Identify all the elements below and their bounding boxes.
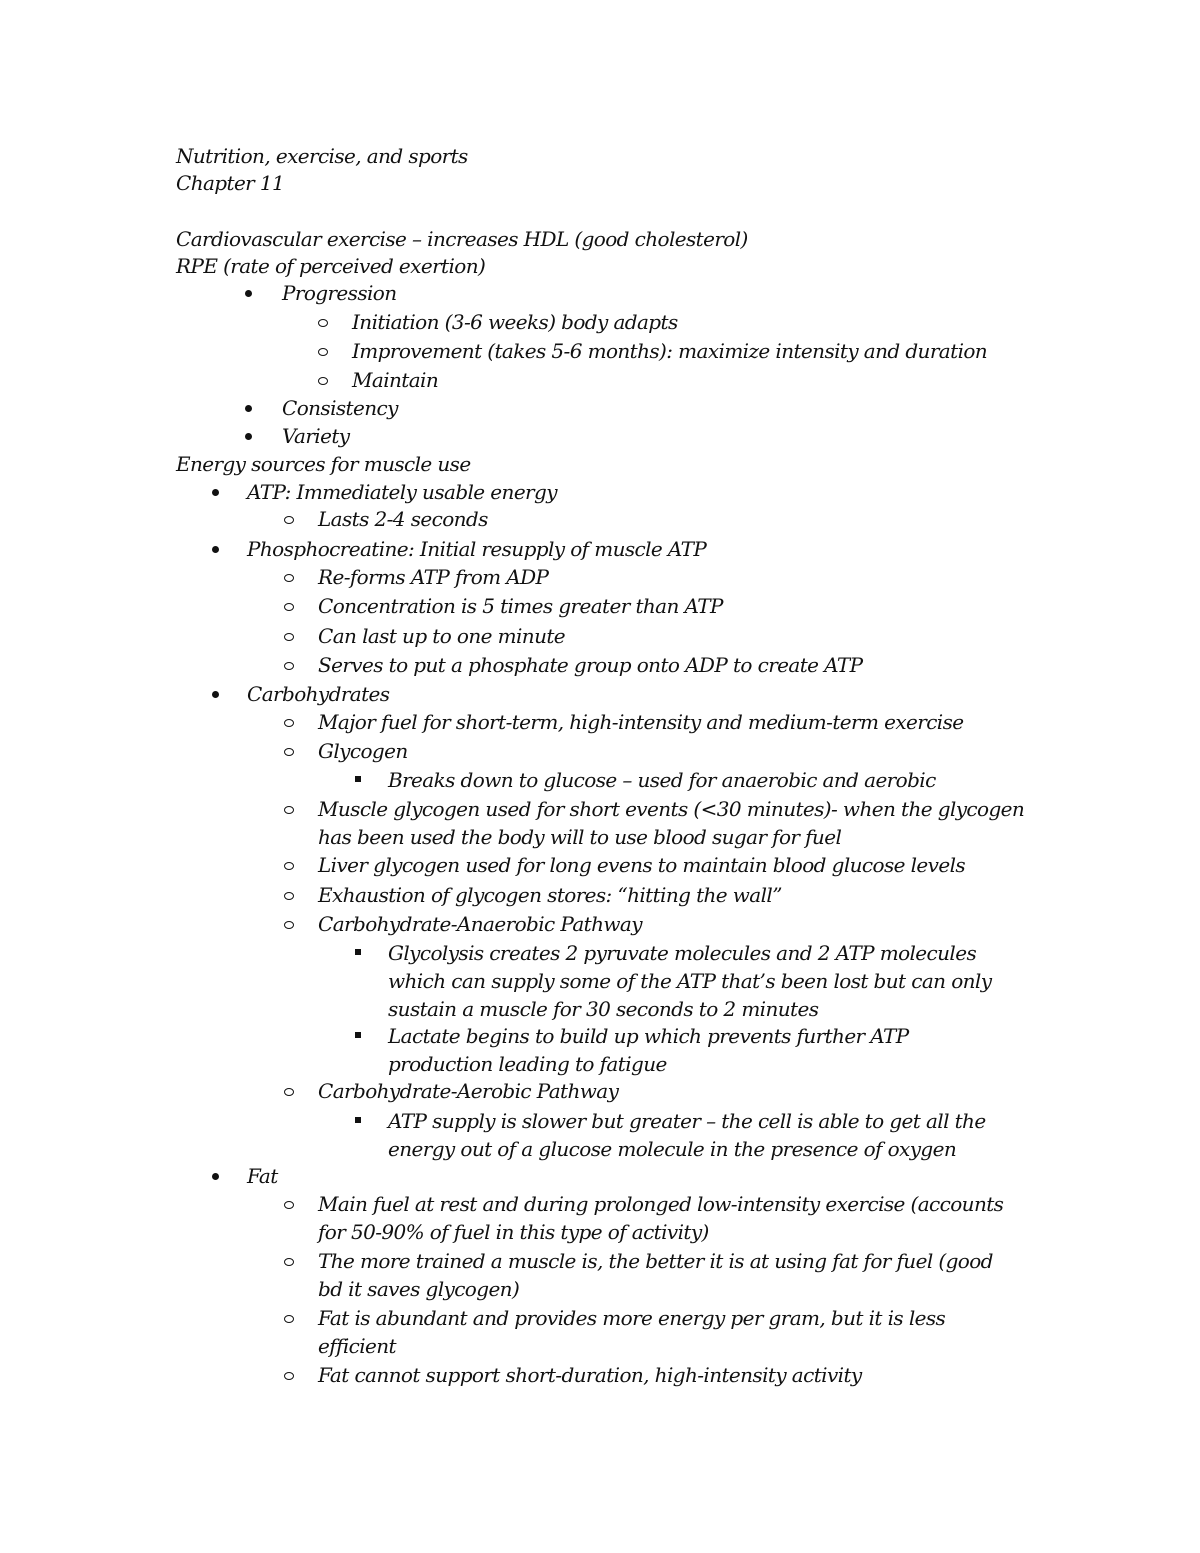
list-item: Glycogen <box>318 739 408 763</box>
bullet-square <box>355 949 361 955</box>
list-item-continued: has been used the body will to use blood sugar for fuel <box>318 825 842 849</box>
bullet-circle <box>284 1201 294 1209</box>
bullet-circle <box>284 662 294 670</box>
list-item: Initiation (3-6 weeks) body adapts <box>352 310 678 334</box>
bullet-circle <box>318 348 328 356</box>
bullet-circle <box>284 748 294 756</box>
list-item: Maintain <box>352 368 439 392</box>
list-item: Carbohydrate-Aerobic Pathway <box>318 1079 619 1103</box>
bullet-circle <box>284 1258 294 1266</box>
bullet-circle <box>284 516 294 524</box>
list-item: ATP supply is slower but greater – the cell is able to get all the <box>388 1109 986 1133</box>
bullet-dot <box>245 433 252 440</box>
rpe-line: RPE (rate of perceived exertion) <box>176 254 486 278</box>
list-item: Progression <box>282 281 397 305</box>
list-item: Glycolysis creates 2 pyruvate molecules and 2 ATP molecules <box>388 941 977 965</box>
list-item: Serves to put a phosphate group onto ADP to create ATP <box>318 653 863 677</box>
list-item: Exhaustion of glycogen stores: “hitting the wall” <box>318 883 782 907</box>
bullet-circle <box>284 1372 294 1380</box>
list-item-continued: which can supply some of the ATP that’s been lost but can only <box>388 969 992 993</box>
list-item: Carbohydrate-Anaerobic Pathway <box>318 912 642 936</box>
list-item: Fat is abundant and provides more energy per gram, but it is less <box>318 1306 946 1330</box>
list-item: Consistency <box>282 396 398 420</box>
bullet-dot <box>212 1173 219 1180</box>
list-item: Carbohydrates <box>247 682 390 706</box>
bullet-dot <box>212 489 219 496</box>
list-item: Phosphocreatine: Initial resupply of muscle ATP <box>247 537 707 561</box>
list-item-continued: sustain a muscle for 30 seconds to 2 minutes <box>388 997 819 1021</box>
list-item: Muscle glycogen used for short events (<30 minutes)- when the glycogen <box>318 797 1025 821</box>
list-item: ATP: Immediately usable energy <box>247 480 557 504</box>
list-item: The more trained a muscle is, the better it is at using fat for fuel (good <box>318 1249 993 1273</box>
bullet-circle <box>284 921 294 929</box>
chapter-label: Chapter 11 <box>176 171 285 195</box>
bullet-square <box>355 1117 361 1123</box>
list-item: Improvement (takes 5-6 months): maximize intensity and duration <box>352 339 988 363</box>
cardio-line: Cardiovascular exercise – increases HDL (good cholesterol) <box>176 227 748 251</box>
bullet-dot <box>245 405 252 412</box>
list-item: Can last up to one minute <box>318 624 566 648</box>
bullet-circle <box>284 1315 294 1323</box>
list-item: Re-forms ATP from ADP <box>318 565 549 589</box>
list-item-continued: bd it saves glycogen) <box>318 1277 520 1301</box>
bullet-circle <box>284 1088 294 1096</box>
list-item: Fat cannot support short-duration, high-intensity activity <box>318 1363 862 1387</box>
bullet-dot <box>245 290 252 297</box>
bullet-square <box>355 1032 361 1038</box>
list-item: Liver glycogen used for long evens to maintain blood glucose levels <box>318 853 966 877</box>
bullet-circle <box>284 633 294 641</box>
document-title: Nutrition, exercise, and sports <box>176 144 468 168</box>
bullet-circle <box>284 719 294 727</box>
bullet-square <box>355 776 361 782</box>
bullet-circle <box>284 603 294 611</box>
bullet-circle <box>318 377 328 385</box>
list-item: Lasts 2-4 seconds <box>318 507 488 531</box>
list-item-continued: for 50-90% of fuel in this type of activity) <box>318 1220 709 1244</box>
list-item: Breaks down to glucose – used for anaerobic and aerobic <box>388 768 936 792</box>
list-item: Concentration is 5 times greater than ATP <box>318 594 723 618</box>
list-item-continued: efficient <box>318 1334 396 1358</box>
bullet-circle <box>318 319 328 327</box>
list-item-continued: production leading to fatigue <box>388 1052 667 1076</box>
list-item: Fat <box>247 1164 278 1188</box>
bullet-dot <box>212 691 219 698</box>
list-item-continued: energy out of a glucose molecule in the presence of oxygen <box>388 1137 957 1161</box>
bullet-circle <box>284 806 294 814</box>
list-item: Major fuel for short-term, high-intensity and medium-term exercise <box>318 710 964 734</box>
list-item: Lactate begins to build up which prevents further ATP <box>388 1024 909 1048</box>
energy-heading: Energy sources for muscle use <box>176 452 471 476</box>
list-item: Variety <box>282 424 350 448</box>
list-item: Main fuel at rest and during prolonged low-intensity exercise (accounts <box>318 1192 1004 1216</box>
bullet-circle <box>284 862 294 870</box>
bullet-dot <box>212 546 219 553</box>
bullet-circle <box>284 892 294 900</box>
bullet-circle <box>284 574 294 582</box>
